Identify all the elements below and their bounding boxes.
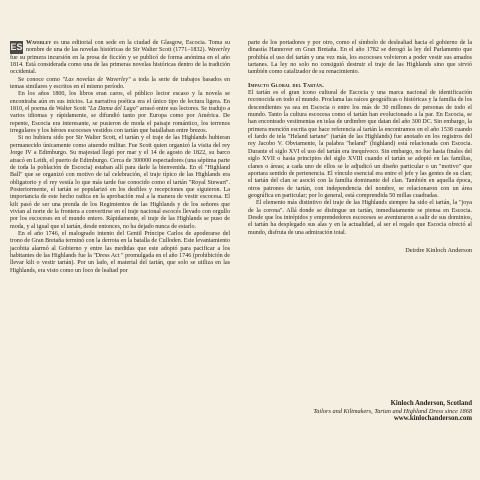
- left-column: [10, 40, 230, 275]
- waverley-lead: Waverley: [26, 40, 52, 46]
- crown-jewel-paragraph: El elemento más distintivo del traje de las Highlands siempre ha sido el tartán, la "joya de la corona". Allá donde se distingue un tartán, inmediatamente se piensa en Escocia. Desde que los intrépidos y emprendedores escoceses se aventuraron a salir de sus dominios, el tartán ha desplegado sus alas y en la actualidad, al ser el regalo que Escocia ofreció al mundo, disfruta de una admiración total.: [248, 200, 472, 236]
- right-column: [248, 40, 472, 254]
- dress-act-paragraph: En el año 1746, el malogrado intento del Gentil Príncipe Carlos de apoderarse del trono de Gran Bretaña terminó con la derrota en la batalla de Culloden. Este levantamiento jacobita alarmó al Gobierno y entre las medidas que este adoptó para pacificar a los habitantes de las Highlands fue la "Dress Act " promulgada en el año 1746 (prohibición de llevar kilt o vestir tartán). Por un lado, el material del tartán, que solo se utiliza en las Highlands, era visto como un foco de lealtad por: [10, 230, 230, 274]
- company-tagline: Tailors and Kiltmakers, Tartan and Highland Dress since 1868: [313, 407, 472, 415]
- global-impact-paragraph: El tartán es el gran icono cultural de Escocia y una marca nacional de identificación reconocida en todo el mundo. Proclama las raíces geográficas o históricas y la familia de los descendientes ya sea en Escocia o entre los más de 30 millones de personas de todo el mundo. Tanto la cultura escocesa como el tartán han evolucionado a la par. En Escocia, se han encontrado vestimentas en telas de urdimbre que datan del año 300 DC. Sin embargo, la primera mención escrita que hace referencia al tartán la encontramos en el año 1538 cuando el fardo de tela "Heland tartane" (tartán de las Highlands) fue anotado en los registros del rey Jacobo V. Obviamente, la palabra "heland" (highland) está relacionada con Escocia. Durante el siglo XVI el uso del tartán era inequívoco. Sin embargo, no fue hasta finales del siglo XVII o hasta principios del siglo XVIII cuando el tartán se adoptó en las familias, clanes o áreas; a cada uno de ellos se le adjudicó un diseño particular o un "motivo" que aportara sentido de pertenencia. El vínculo esencial era entre el jefe y las gentes de su clan; el tartán del clan se asoció con la familia dominante del clan. También en aquella época, otros patrones de tartán, con independencia del nombre, se relacionaron con un área geográfica en particular; por lo general, está comprendida 50 millas cuadradas.: [248, 90, 472, 199]
- intro-paragraph: ES Waverley es una editorial con sede en la ciudad de Glasgow, Escocia. Toma su nombre de una de las novelas históricas de Sir Walter Scott (1771–1832). Waverley fue su primera incursión en la prosa de ficción y se publicó de forma anónima en el año 1814. Está considerada como una de las primeras novelas históricas dentro de la tradición occidental.: [10, 40, 230, 76]
- company-name: Kinloch Anderson, Scotland: [390, 400, 472, 407]
- website-link[interactable]: www.kinlochanderson.com: [393, 415, 472, 423]
- drop-cap: ES: [10, 42, 23, 52]
- lady-of-lake-paragraph: En los años 1800, los libros eran caros, el público lector escaso y la novela se encontraba aún en sus inicios. La narrativa poética era el único tipo de lectura ligera. En 1810, el poema de Walter Scott "La Dama del Lago" arrasó entre sus lectores. Se tradujo a varios idiomas y rápidamente, se difundió tanto por Europa como por América. De repente, Escocia era interesante, se pusieron de moda el paisaje romántico, los terrenos irregulares y los héroes escoceses vestidos con tartán que batallaban entre brezos.: [10, 91, 231, 135]
- section-heading: Impacto Global del Tartán.: [248, 82, 324, 89]
- novels-paragraph: Se conoce como "Las novelas de Waverley" a toda la serie de trabajos basados en temas similares y escritos en el mismo período.: [10, 76, 231, 91]
- king-visit-paragraph: Si no hubiera sido por Sir Walter Scott, el tartán y el traje de las Highlands hubieran permanecido únicamente como atuendo militar. Fue Scott quien organizó la visita del rey Jorge IV a Edimburgo. Su majestad llegó por mar y el 14 de agosto de 1822, su barco atracó en Leith, el puerto de Edimburgo. Cerca de 300000 espectadores (una séptima parte de toda la población de Escocia) estaban allí para darle la bienvenida. En el "Highland Ball" que se organizó con motivo de tal celebración, el traje típico de las Highlands era obligatorio y el rey vestía lo que más tarde fue conocido como el tartán "Royal Stewart". Posteriormente, el tartán se popularizó en los desfiles y recepciones que siguieron. La importancia de este hecho radica en la aprobación real a la manera de vestir escocesa. El kilt pasó de ser una prenda de los Regimientos de las Highlands y de los señores que vivían al norte de la frontera a convertirse en el traje nacional escocés llevado con orgullo por los escoceses en el mundo entero. Rápidamente, el traje de las Highlands se puso de moda, y al igual que el tartán, desde entonces, no ha dejado nunca de estarlo.: [10, 135, 230, 230]
- continued-paragraph: parte de los portadores y por otro, como el símbolo de deslealtad hacia el gobierno de la dinastía Hannover en Gran Bretaña. En el año 1782 se derogó la ley del Parlamento que prohibía el uso del tartán y una vez más, los escoceses volvieron a poder vestir sus amados tartanes. La ley no solo no consiguió destruir el traje de las Highlands sino que sirvió también como catalizador de su renacimiento.: [248, 40, 472, 76]
- company-signature: [272, 400, 472, 423]
- author-name: Deirdre Kinloch Anderson: [405, 246, 472, 254]
